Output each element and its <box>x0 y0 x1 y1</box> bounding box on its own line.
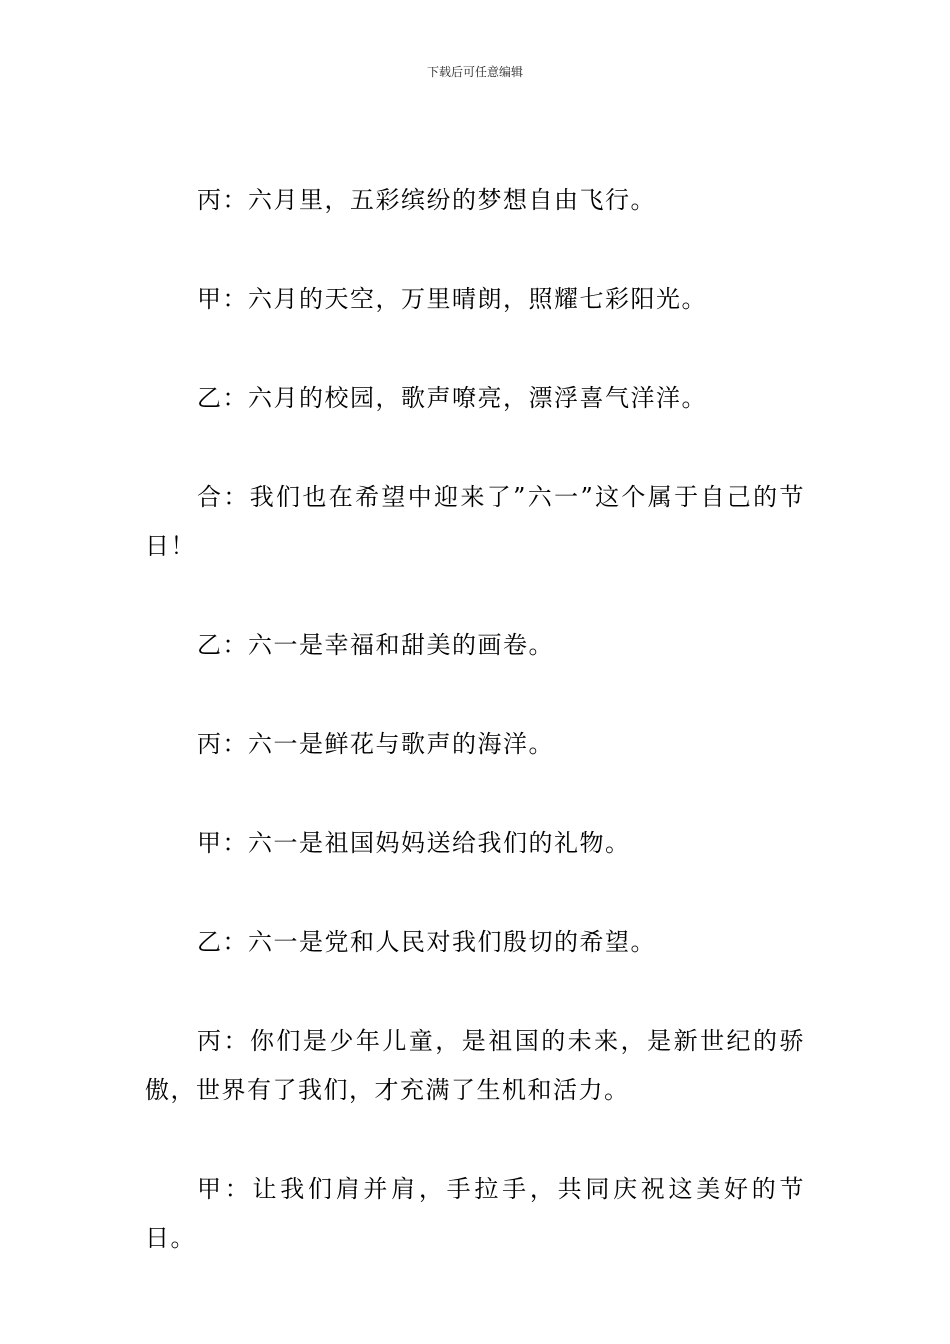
paragraph-gap <box>145 423 805 473</box>
paragraph-gap <box>145 769 805 819</box>
paragraph-1: 丙：六月里，五彩缤纷的梦想自由飞行。 <box>197 186 656 214</box>
paragraph-10: 甲：让我们肩并肩，手拉手，共同庆祝这美好的节日。 <box>145 1175 805 1252</box>
paragraph-2: 甲：六月的天空，万里晴朗，照耀七彩阳光。 <box>197 285 707 313</box>
paragraph-3: 乙：六月的校园，歌声嘹亮，漂浮喜气洋洋。 <box>197 384 707 412</box>
paragraph-9: 丙：你们是少年儿童，是祖国的未来，是新世纪的骄傲，世界有了我们，才充满了生机和活力。 <box>145 1027 805 1104</box>
paragraph-5: 乙：六一是幸福和甜美的画卷。 <box>197 631 554 659</box>
paragraph-gap <box>145 1115 805 1165</box>
paragraph-4: 合：我们也在希望中迎来了”六一”这个属于自己的节日！ <box>145 483 805 560</box>
page-header: 下载后可任意编辑 <box>426 65 523 79</box>
paragraph-gap <box>145 571 805 621</box>
document-body <box>145 176 805 1263</box>
paragraph-gap <box>145 324 805 374</box>
paragraph-gap <box>145 670 805 720</box>
paragraph-6: 丙：六一是鲜花与歌声的海洋。 <box>197 730 554 758</box>
paragraph-7: 甲：六一是祖国妈妈送给我们的礼物。 <box>197 829 631 857</box>
paragraph-gap <box>145 225 805 275</box>
paragraph-gap <box>145 868 805 918</box>
paragraph-8: 乙：六一是党和人民对我们殷切的希望。 <box>197 928 656 956</box>
paragraph-gap <box>145 967 805 1017</box>
